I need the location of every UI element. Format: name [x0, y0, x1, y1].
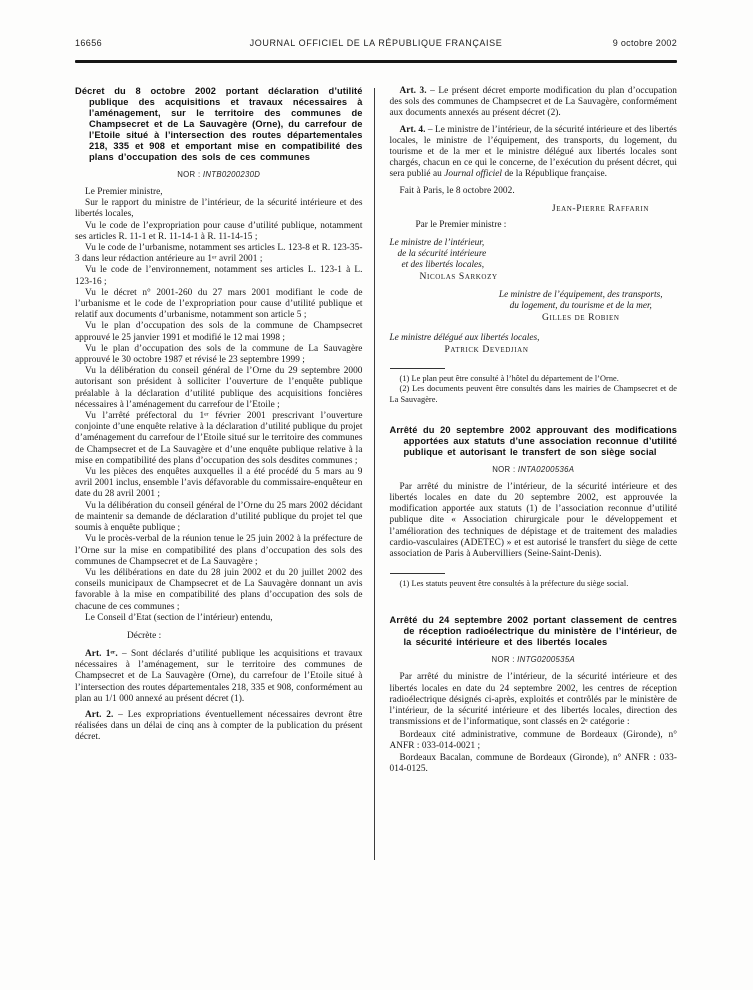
visa-paragraph: Vu le code de l’environnement, notamment ses articles L. 123-1 à L. 123-16 ;	[75, 265, 363, 287]
signature-block-interieur	[390, 238, 678, 283]
visa-paragraph: Le Conseil d’Etat (section de l’intérieur) entendu,	[85, 612, 273, 623]
decree-opening: Le Premier ministre,	[85, 187, 163, 197]
article-1-text: – Sont déclarés d’utilité publique les acquisitions et travaux nécessaires à l’aménagement, sur le territoire des communes de Champsecret et de La Sauvagère (Orne), du carrefour de l’Etoile situé à l’intersection des routes départementales 218, 335 et 908, conformément au plan au 1/1 000 annexé au présent décret (1).	[75, 648, 363, 704]
radio-center-item: Bordeaux Bacalan, commune de Bordeaux (Gironde), n° ANFR : 033-014-0125.	[389, 752, 677, 775]
issue-date: 9 octobre 2002	[612, 38, 677, 48]
radio-center-item: Bordeaux cité administrative, commune de Bordeaux (Gironde), n° ANFR : 033-014-0021 ;	[389, 729, 677, 751]
journal-officiel-italic: Journal officiel	[444, 169, 503, 180]
decrete-word: Décrète :	[127, 630, 162, 641]
signature-function-line: et des libertés locales,	[401, 259, 485, 270]
column-divider	[374, 88, 375, 860]
signature-function-line: Le ministre de l’équipement, des transports,	[498, 289, 663, 300]
footnote-rule	[390, 573, 445, 574]
right-column	[390, 86, 678, 775]
nor-label: NOR :	[492, 464, 516, 474]
arrete1-body: Par arrêté du ministre de l’intérieur, de la sécurité intérieure et des libertés locales en date du 20 septembre 2002, est approuvée la modification apportée aux statuts (1) de l’association reconnue d’utilité publique dite « Association chirurgicale pour le développement et l’amélioration des techniques de dépistage et de traitement des maladies cardio-vasculaires (ADETEC) » et est autorisé le transfert du siège de cette association de Paris à Aubervilliers (Seine-Saint-Denis).	[389, 481, 677, 560]
article-1	[75, 649, 363, 705]
signature-function-line: Le ministre délégué aux libertés locales,	[389, 332, 540, 343]
footnote-rule	[390, 368, 445, 369]
visa-paragraph: Vu le plan d’occupation des sols de la commune de Champsecret approuvé le 25 janvier 1991 et modifié le 12 mai 1998 ;	[75, 321, 363, 343]
visa-paragraph: Vu la délibération du conseil général de l’Orne du 29 septembre 2000 autorisant son président à solliciter l’ouverture de l’enquête publique préalable à la déclaration d’utilité publique des acquisitions foncières nécessaires à l’aménagement du carrefour de l’Etoile ;	[75, 366, 363, 410]
article-3-text: – Le présent décret emporte modification du plan d’occupation des sols des communes de Champsecret et de La Sauvagère, conformément aux documents annexés au présent décret (2).	[389, 86, 677, 119]
visa-paragraph: Vu la délibération du conseil général de l’Orne du 25 mars 2002 décidant de maintenir sa demande de déclaration d’utilité publique du projet tel que soumis à enquête publique ;	[75, 500, 363, 534]
signature-raffarin: Jean-Pierre Raffarin	[551, 202, 649, 214]
visa-paragraph: Vu le décret n° 2001-260 du 27 mars 2001 modifiant le code de l’urbanisme et le code de l’expropriation pour cause d’utilité publique et relatif aux documents d’urbanisme, notamment son article 5 ;	[75, 287, 363, 321]
article-4-label: Art. 4.	[399, 124, 426, 135]
visa-paragraph: Vu le procès-verbal de la réunion tenue le 25 juin 2002 à la préfecture de l’Orne sur la mise en compatibilité des plans d’occupation des sols des communes de Champsecret et de La Sauvagère ;	[75, 534, 363, 567]
signature-function-line: Le ministre de l’intérieur,	[389, 237, 485, 248]
footnote: (2) Les documents peuvent être consultés dans les mairies de Champsecret et de La Sauvagère.	[389, 384, 677, 404]
signature-block-equipement	[485, 290, 678, 324]
nor-label: NOR :	[177, 170, 201, 179]
signature-function-line: du logement, du tourisme et de la mer,	[509, 300, 652, 311]
page-header	[75, 36, 677, 52]
arrete2-nor-line	[390, 655, 678, 664]
article-3-label: Art. 3.	[399, 86, 427, 96]
nor-code: INTB0200230D	[202, 170, 261, 179]
signature-devedjian: Patrick Devedjian	[444, 343, 529, 355]
article-1-label: Art. 1ᵉʳ.	[85, 648, 118, 659]
visa-paragraph: Vu le code de l’expropriation pour cause d’utilité publique, notamment ses articles R. 11-1 et R. 11-14-1 à R. 11-14-15 ;	[75, 220, 363, 242]
two-column-layout	[75, 86, 677, 775]
nor-code: INTA0200536A	[517, 464, 575, 474]
page-number: 16656	[75, 38, 103, 48]
par-le-premier-ministre: Par le Premier ministre :	[415, 220, 507, 231]
article-3	[390, 86, 678, 120]
visa-paragraph: Vu les pièces des enquêtes auxquelles il a été procédé du 5 mars au 9 avril 2001 inclus, ensemble l’avis défavorable du commissaire-enquêteur en date du 28 avril 2001 ;	[75, 467, 363, 500]
header-rule	[75, 60, 677, 63]
decree-nor-line	[75, 170, 363, 179]
signature-block-delegue	[390, 333, 678, 356]
arrete2-title: Arrêté du 24 septembre 2002 portant classement de centres de réception radioélectrique du ministère de l’intérieur, de la sécurité intérieure et des libertés locales	[389, 615, 677, 648]
fait-a-paris: Fait à Paris, le 8 octobre 2002.	[399, 185, 515, 196]
article-4	[390, 125, 678, 181]
article-2-text: – Les expropriations éventuellement nécessaires devront être réalisées dans un délai de cinq ans à compter de la publication du présent décret.	[75, 709, 363, 743]
decree-title: Décret du 8 octobre 2002 portant déclaration d’utilité publique des acquisitions et travaux nécessaires à l’aménagement, sur le territoire des communes de Champsecret et de La Sauvagère (Orne), du carrefour de l’Etoile situé à l’intersection des routes départementales 218, 335 et 908 et emportant mise en compatibilité des plans d’occupation des sols de ces communes	[75, 86, 363, 162]
visa-paragraph: Vu les délibérations en date du 28 juin 2002 et du 20 juillet 2002 des conseils municipaux de Champsecret et de La Sauvagère donnant un avis favorable à la mise en compatibilité des plans d’occupation des sols de chacune de ces communes ;	[75, 567, 363, 612]
nor-label: NOR :	[491, 655, 515, 665]
article-4-text-after: de la République française.	[502, 169, 607, 180]
signature-de-robien: Gilles de Robien	[542, 312, 620, 324]
signature-sarkozy: Nicolas Sarkozy	[419, 271, 498, 283]
footnote: (1) Le plan peut être consulté à l’hôtel du département de l’Orne.	[399, 374, 619, 384]
article-2	[75, 710, 363, 744]
left-column	[75, 86, 363, 775]
visa-paragraph: Vu le code de l’urbanisme, notamment ses articles L. 123-8 et R. 123-35-3 dans leur rédaction antérieure au 1ᵉʳ avril 2001 ;	[75, 243, 363, 265]
visa-paragraph: Vu le plan d’occupation des sols de la commune de La Sauvagère approuvé le 30 octobre 1987 et révisé le 23 septembre 1999 ;	[75, 343, 363, 366]
arrete2-body: Par arrêté du ministre de l’intérieur, de la sécurité intérieure et des libertés locales en date du 24 septembre 2002, les centres de réception radioélectrique désignés ci-après, exploités et contrôlés par le ministère de l’intérieur, de la sécurité intérieure et des libertés locales, direction des transmissions et de l’informatique, sont classés en 2ᵉ catégorie :	[389, 672, 677, 728]
visa-paragraph: Vu l’arrêté préfectoral du 1ᵉʳ février 2001 prescrivant l’ouverture conjointe d’une enquête relative à la déclaration d’utilité publique du projet d’aménagement du carrefour de l’Etoile situé sur le territoire des communes de Champsecret et de La Sauvagère et d’une enquête publique relative à la mise en compatibilité des plans d’occupation des sols desdites communes ;	[75, 411, 363, 466]
nor-code: INTG0200535A	[517, 655, 575, 665]
signature-function-line: de la sécurité intérieure	[397, 248, 487, 259]
article-2-label: Art. 2.	[85, 709, 114, 720]
arrete1-nor-line	[390, 465, 678, 474]
arrete1-title: Arrêté du 20 septembre 2002 approuvant des modifications apportées aux statuts d’une association reconnue d’utilité publique et autorisant le transfert de son siège social	[389, 424, 677, 457]
article-4-text-before: – Le ministre de l’intérieur, de la sécurité intérieure et des libertés locales, le ministre de l’équipement, des transports, du logement, du tourisme et de la mer et le ministre délégué aux libertés locales sont chargés, chacun en ce qui le concerne, de l’exécution du présent décret, qui sera publié au	[389, 124, 677, 180]
journal-title: JOURNAL OFFICIEL DE LA RÉPUBLIQUE FRANÇAISE	[249, 38, 503, 48]
visa-paragraph: Sur le rapport du ministre de l’intérieur, de la sécurité intérieure et des libertés locales,	[75, 198, 363, 220]
footnote: (1) Les statuts peuvent être consultés à la préfecture du siège social.	[399, 579, 629, 589]
